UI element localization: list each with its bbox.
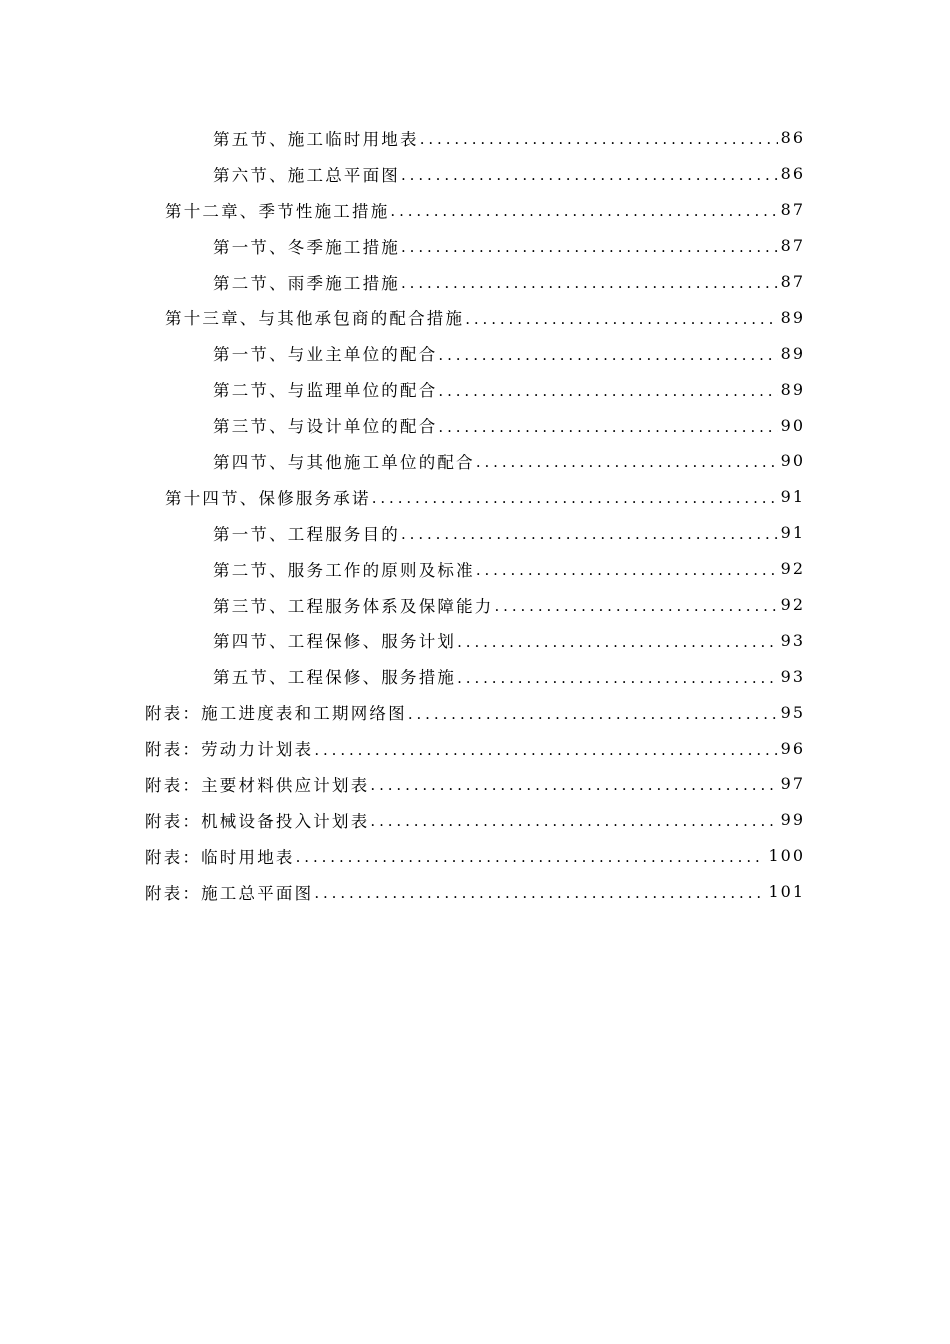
toc-entry[interactable] — [0, 874, 950, 910]
table-of-contents — [0, 120, 950, 910]
toc-dot-leader — [390, 204, 777, 219]
toc-entry-page: 93 — [780, 666, 805, 686]
toc-entry-page: 87 — [780, 200, 805, 220]
toc-entry[interactable] — [0, 515, 950, 551]
toc-entry-page: 87 — [780, 272, 805, 291]
toc-entry[interactable] — [0, 694, 950, 730]
toc-dot-leader — [457, 635, 778, 650]
toc-dot-leader — [401, 240, 778, 255]
toc-entry[interactable] — [0, 156, 950, 192]
toc-entry-page: 86 — [780, 164, 805, 184]
toc-dot-leader — [372, 491, 778, 506]
toc-entry[interactable] — [0, 479, 950, 515]
toc-entry-title: 附表：施工总平面图 — [145, 883, 314, 903]
toc-dot-leader — [401, 168, 778, 183]
toc-entry-page: 87 — [780, 236, 805, 256]
toc-dot-leader — [370, 814, 777, 829]
toc-entry-page: 89 — [780, 343, 805, 363]
toc-entry-page: 92 — [780, 595, 805, 615]
toc-entry-page: 100 — [768, 846, 805, 866]
toc-dot-leader — [401, 527, 778, 542]
toc-entry-title: 第三节、工程服务体系及保障能力 — [213, 596, 494, 616]
toc-dot-leader — [314, 743, 777, 758]
toc-dot-leader — [476, 455, 778, 470]
toc-entry-page: 99 — [780, 810, 805, 830]
toc-entry[interactable] — [0, 443, 950, 479]
toc-dot-leader — [296, 850, 766, 865]
toc-entry-title: 第十三章、与其他承包商的配合措施 — [165, 309, 465, 329]
toc-entry[interactable] — [0, 587, 950, 623]
toc-entry[interactable] — [0, 551, 950, 587]
toc-entry[interactable] — [0, 802, 950, 838]
toc-entry[interactable] — [0, 264, 950, 300]
toc-entry[interactable] — [0, 622, 950, 658]
toc-entry-title: 第四节、与其他施工单位的配合 — [213, 452, 475, 472]
toc-dot-leader — [457, 671, 778, 686]
toc-entry-page: 89 — [780, 307, 805, 327]
toc-entry-page: 89 — [780, 379, 805, 399]
toc-entry-title: 第二节、雨季施工措施 — [213, 273, 400, 293]
toc-entry-title: 附表：临时用地表 — [145, 847, 295, 867]
toc-dot-leader — [495, 599, 778, 614]
toc-entry-page: 90 — [780, 415, 805, 435]
toc-entry[interactable] — [0, 335, 950, 371]
toc-dot-leader — [465, 312, 777, 327]
toc-dot-leader — [401, 276, 778, 291]
toc-entry-title: 第三节、与设计单位的配合 — [213, 417, 438, 437]
toc-entry[interactable] — [0, 192, 950, 228]
toc-entry-title: 第二节、与监理单位的配合 — [213, 381, 438, 401]
toc-entry-title: 附表：主要材料供应计划表 — [145, 775, 370, 795]
toc-entry-page: 97 — [780, 774, 805, 794]
toc-entry-page: 91 — [780, 523, 805, 543]
toc-entry[interactable] — [0, 120, 950, 156]
toc-entry-page: 95 — [780, 702, 805, 722]
toc-entry[interactable] — [0, 838, 950, 874]
toc-entry-page: 86 — [780, 128, 805, 148]
toc-dot-leader — [408, 707, 778, 722]
toc-entry[interactable] — [0, 299, 950, 335]
toc-entry-page: 101 — [768, 882, 805, 902]
toc-dot-leader — [420, 132, 778, 147]
toc-entry-page: 91 — [780, 487, 805, 507]
toc-entry-page: 90 — [780, 451, 805, 471]
toc-entry-page: 92 — [780, 559, 805, 579]
toc-entry-title: 第十二章、季节性施工措施 — [165, 201, 390, 221]
toc-dot-leader — [438, 384, 777, 399]
toc-entry-title: 第四节、工程保修、服务计划 — [213, 632, 457, 652]
toc-entry[interactable] — [0, 766, 950, 802]
toc-entry-page: 93 — [780, 630, 805, 650]
toc-entry-title: 第五节、施工临时用地表 — [213, 129, 419, 149]
toc-entry-title: 第一节、与业主单位的配合 — [213, 345, 438, 365]
toc-entry-title: 第一节、工程服务目的 — [213, 524, 400, 544]
toc-dot-leader — [438, 348, 777, 363]
toc-entry-title: 附表：机械设备投入计划表 — [145, 811, 370, 831]
toc-entry[interactable] — [0, 407, 950, 443]
toc-entry[interactable] — [0, 228, 950, 264]
toc-entry-title: 第六节、施工总平面图 — [213, 165, 400, 185]
toc-entry-title: 附表：施工进度表和工期网络图 — [145, 704, 407, 724]
toc-entry-title: 第五节、工程保修、服务措施 — [213, 668, 457, 688]
toc-entry-title: 第十四节、保修服务承诺 — [165, 488, 371, 508]
toc-entry[interactable] — [0, 730, 950, 766]
toc-entry-page: 96 — [780, 738, 805, 758]
toc-entry-title: 附表：劳动力计划表 — [145, 740, 314, 760]
toc-entry[interactable] — [0, 371, 950, 407]
toc-dot-leader — [438, 420, 777, 435]
toc-entry[interactable] — [0, 658, 950, 694]
toc-entry-title: 第一节、冬季施工措施 — [213, 237, 400, 257]
toc-dot-leader — [476, 563, 778, 578]
toc-entry-title: 第二节、服务工作的原则及标准 — [213, 560, 475, 580]
toc-dot-leader — [370, 778, 777, 793]
toc-dot-leader — [314, 886, 765, 901]
